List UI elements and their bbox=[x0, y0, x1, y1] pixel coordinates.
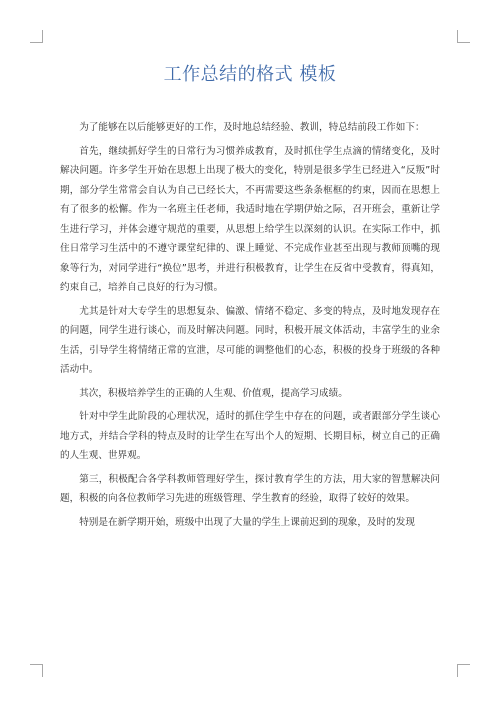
paragraph-third: 第三，积极配合各学科教师管理好学生，探讨教育学生的方法，用大家的智慧解决问题，积极的向各位教师学习先进的班级管理、学生教育的经验，取得了较好的效果。 bbox=[60, 473, 440, 504]
paragraph-intro: 为了能够在以后能够更好的工作，及时地总结经验、教训，特总结前段工作如下： bbox=[79, 122, 425, 133]
paragraph-especially: 尤其是针对大专学生的思想复杂、偏激、情绪不稳定、多变的特点，及时地发现存在的问题，同学生进行谈心，而及时解决问题。同时，积极开展文体活动，丰富学生的业余生活，引导学生将情绪正常的宣泄，尽可能的调整他们的心态，积极的投身于班级的各种活动中。 bbox=[60, 305, 440, 375]
paragraph-second: 其次，积极培养学生的正确的人生观、价值观，提高学习成绩。 bbox=[79, 387, 348, 399]
paragraph-new-semester: 特别是在新学期开始，班级中出现了大量的学生上课前迟到的现象，及时的发现 bbox=[79, 516, 415, 528]
crop-mark-top-left bbox=[30, 30, 43, 43]
paragraph-first: 首先，继续抓好学生的日常行为习惯养成教育，及时抓住学生点滴的情绪变化，及时解决问题。许多学生开始在思想上出现了极大的变化，特别是很多学生已经进入“反叛”时期，部分学生常常会自认为自己已经长大，不再需要这些条条框框的约束，因而在思想上有了很多的松懈。作为一名班主任老师，我适时地在学期伊始之际，召开班会，重新让学生进行学习，并体会遵守规范的重要，从思想上给学生以深刻的认识。在实际工作中，抓住日常学习生活中的不遵守课堂纪律的、课上睡觉、不完成作业甚至出现与教师顶嘴的现象等行为，对同学进行“换位”思考，并进行积极教育，让学生在反省中受教育，得真知，约束自己，培养自己良好的行为习惯。 bbox=[60, 145, 440, 293]
crop-mark-top-right bbox=[457, 30, 470, 43]
document-page bbox=[60, 0, 440, 536]
paragraph-middle-school: 针对中学生此阶段的心理状况，适时的抓住学生中存在的问题，或者跟部分学生谈心地方式，并结合学科的特点及时的让学生在写出个人的短期、长期目标，树立自己的正确的人生观、世界观。 bbox=[60, 411, 440, 461]
crop-mark-bottom-left bbox=[30, 664, 43, 677]
document-title: 工作总结的格式 模板 bbox=[163, 64, 337, 85]
document-body bbox=[60, 118, 440, 532]
crop-mark-bottom-right bbox=[457, 664, 470, 677]
